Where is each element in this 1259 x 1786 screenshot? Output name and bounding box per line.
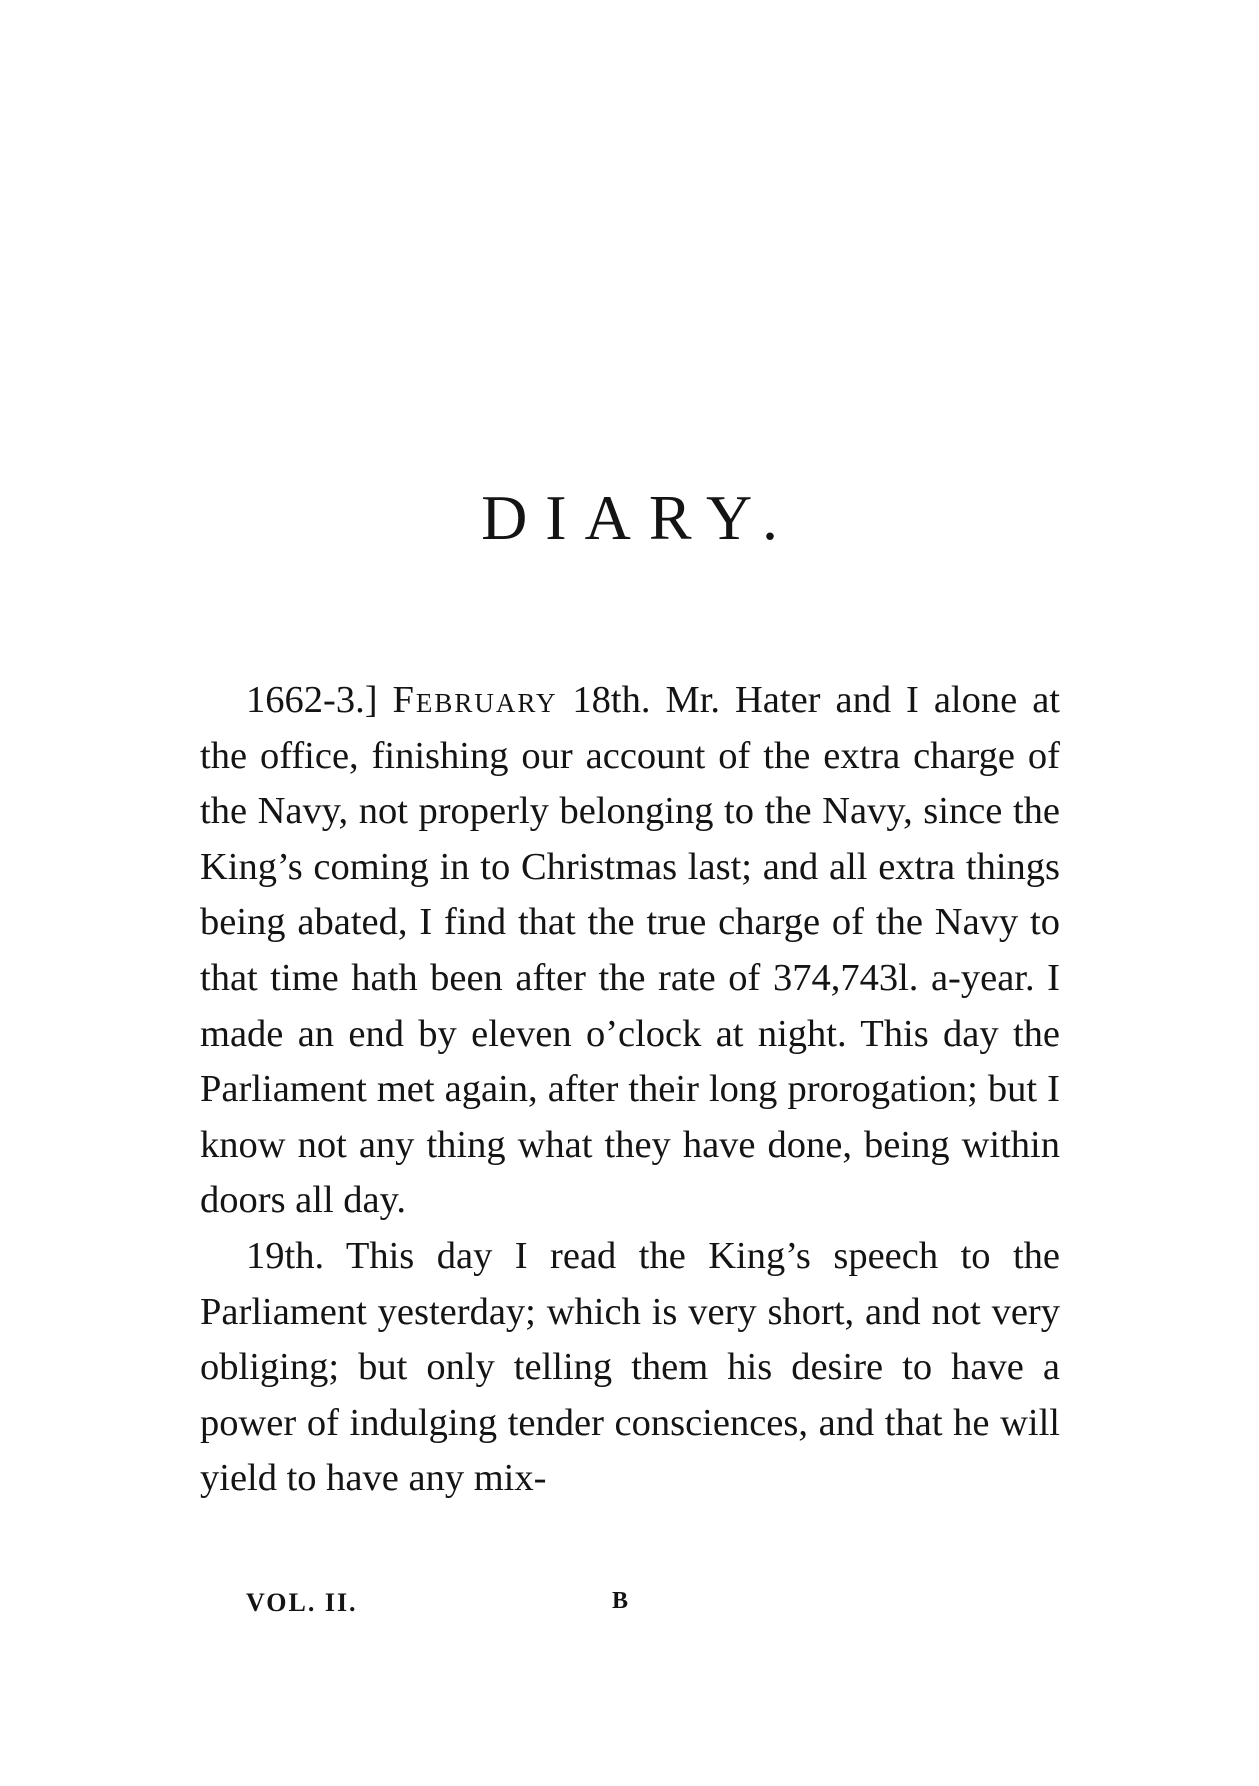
diary-entry-19th [200,1229,1060,1507]
diary-entry-february-18 [200,673,1060,1229]
signature-mark: B [612,1588,629,1614]
page-title: DIARY. [481,482,796,553]
entry-text: 19th. This day I read the King’s speech to the Parliament yesterday; which is very short, and not very obliging; but only telling them his desire to have a power of indulging tender consciences, and that he will yield to have any mix- [200,1234,1060,1500]
entry-month: February [392,679,558,721]
entry-date-prefix: 1662-3.] [246,679,393,721]
diary-text [200,673,1060,1507]
volume-label: VOL. II. [246,1588,358,1617]
entry-text: 18th. Mr. Hater and I alone at the office, finishing our account of the extra charge of the Navy, not properly belonging to the Navy, since the King’s coming in to Christmas last; and all extra things being abated, I find that the true charge of the Navy to that time hath been after the rate of 374,743l. a-year. I made an end by eleven o’clock at night. This day the Parliament met again, after their long prorogation; but I know not any thing what they have done, being within doors all day. [200,679,1060,1222]
